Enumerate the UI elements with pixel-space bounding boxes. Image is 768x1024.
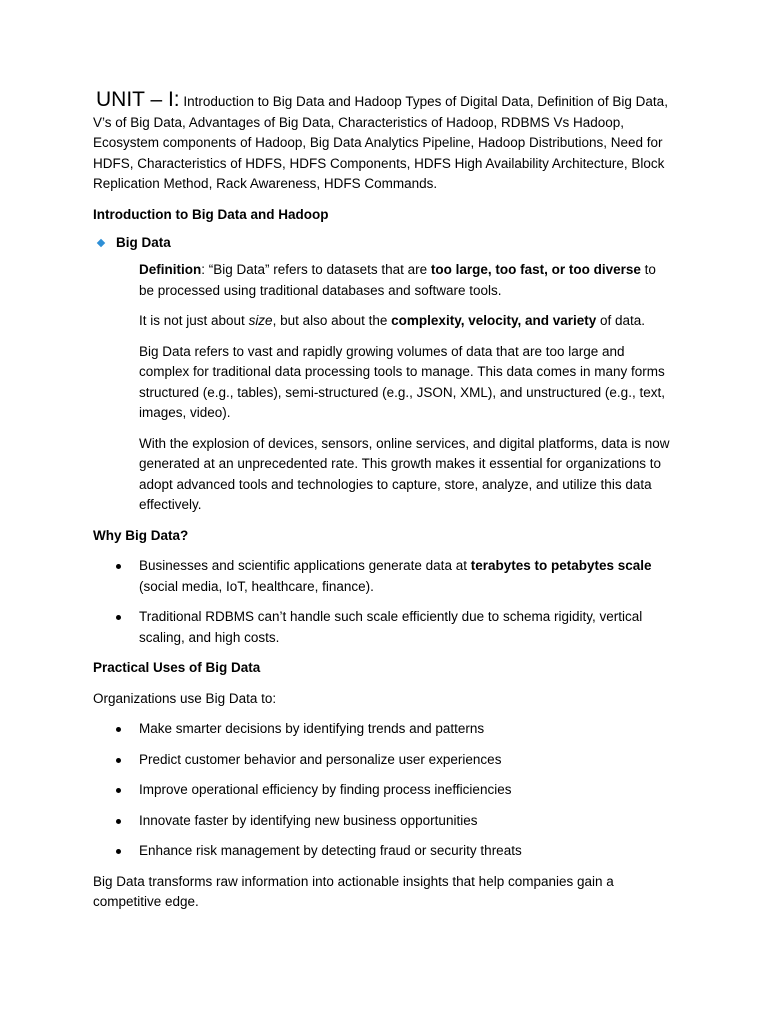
- unit-title: UNIT – I:: [96, 88, 180, 111]
- bullet-icon: [116, 788, 121, 793]
- section-heading-uses: Practical Uses of Big Data: [93, 660, 261, 675]
- bullet-icon: [116, 615, 121, 620]
- uses-item-text: Innovate faster by identifying new business opportunities: [139, 812, 478, 828]
- why-item-emphasis: terabytes to petabytes scale: [470, 558, 652, 573]
- list-item: [93, 556, 673, 597]
- bullet-icon: [116, 564, 121, 569]
- definition-text: : “Big Data” refers to datasets that are: [201, 262, 431, 277]
- section-heading-intro: Introduction to Big Data and Hadoop: [93, 206, 329, 222]
- bullet-icon: [116, 727, 121, 732]
- size-italic: size: [248, 313, 273, 328]
- definition-emphasis: too large, too fast, or too diverse: [430, 262, 641, 277]
- big-data-paragraph: Big Data refers to vast and rapidly growing volumes of data that are too large and complex for traditional data processing tools to manage. This data comes in many forms structured (e.g., tables), semi-structured (e.g., JSON, XML), and unstructured (e.g., text, images, video).: [139, 343, 665, 420]
- document-page: [93, 90, 673, 923]
- list-item: [93, 780, 673, 801]
- section-heading-why: Why Big Data?: [93, 527, 189, 543]
- size-text-end: of data.: [596, 313, 646, 328]
- list-item: [93, 811, 673, 832]
- uses-intro: Organizations use Big Data to:: [93, 690, 277, 706]
- big-data-body: [139, 260, 673, 516]
- size-paragraph: [139, 311, 673, 332]
- bullet-icon: [116, 819, 121, 824]
- bullet-icon: [116, 849, 121, 854]
- subsection-big-data: [98, 235, 673, 250]
- list-item: [93, 750, 673, 771]
- definition-paragraph: [139, 260, 673, 301]
- explosion-paragraph: With the explosion of devices, sensors, online services, and digital platforms, data is now generated at an unprecedented rate. This growth makes it essential for organizations to adopt advanced tools and technologies to capture, store, analyze, and utilize this data effectively.: [139, 435, 670, 512]
- size-text-mid: , but also about the: [272, 313, 392, 328]
- uses-list: [93, 719, 673, 862]
- why-item-text-end: (social media, IoT, healthcare, finance).: [139, 578, 374, 594]
- list-item: [93, 607, 673, 648]
- why-list: [93, 556, 673, 648]
- size-emphasis: complexity, velocity, and variety: [391, 313, 597, 328]
- bullet-icon: [116, 758, 121, 763]
- uses-item-text: Make smarter decisions by identifying trends and patterns: [139, 721, 485, 736]
- why-item-text: Traditional RDBMS can’t handle such scale efficiently due to schema rigidity, vertical scaling, and high costs.: [139, 609, 643, 645]
- list-item: [93, 841, 673, 862]
- subsection-heading: Big Data: [116, 235, 171, 250]
- uses-item-text: Enhance risk management by detecting fraud or security threats: [139, 843, 522, 858]
- uses-item-text: Improve operational efficiency by finding process inefficiencies: [139, 782, 512, 797]
- size-text: It is not just about: [139, 313, 249, 328]
- unit-overview: [93, 90, 673, 195]
- definition-label: Definition: [139, 262, 202, 277]
- definition-text-end: to be processed using traditional databases and software tools.: [139, 262, 656, 298]
- closing-paragraph: Big Data transforms raw information into actionable insights that help companies gain a competitive edge.: [93, 873, 614, 909]
- list-item: [93, 719, 673, 740]
- unit-description: Introduction to Big Data and Hadoop Types of Digital Data, Definition of Big Data, V’s of Big Data, Advantages of Big Data, Characteristics of Hadoop, RDBMS Vs Hadoop, Ecosystem components of Hadoop, Big Data Analytics Pipeline, Hadoop Distributions, Need for HDFS, Characteristics of HDFS, HDFS Components, HDFS High Availability Architecture, Block Replication Method, Rack Awareness, HDFS Commands.: [93, 94, 668, 191]
- why-item-text: Businesses and scientific applications generate data at: [139, 558, 471, 573]
- diamond-bullet-icon: [97, 239, 105, 247]
- uses-item-text: Predict customer behavior and personalize user experiences: [139, 751, 502, 767]
